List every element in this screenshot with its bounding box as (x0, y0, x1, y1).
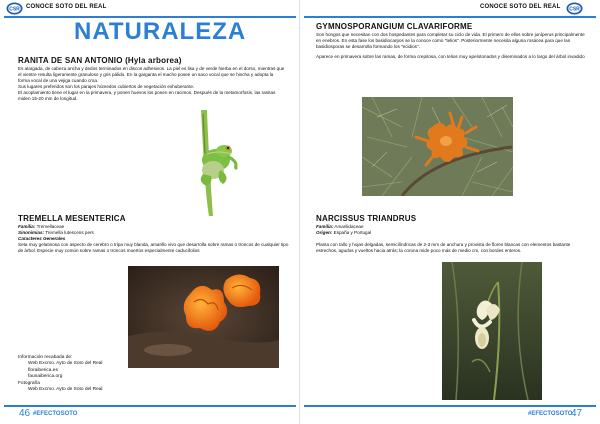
info-heading: Información recabada de: (18, 355, 73, 360)
hashtag: #EFECTOSOTO (33, 411, 78, 417)
info-source: floraiberica.es (28, 367, 58, 373)
gymnosporangium-photo (362, 97, 513, 196)
right-header (300, 0, 600, 16)
synonym-value: Tremella lutescens pers (45, 230, 94, 235)
tremella-photo (128, 266, 279, 368)
general-label: Caracteres Generales (18, 236, 66, 241)
info-credits (18, 355, 102, 393)
photo-source: Web Excmo. Ayto de Soto del Real (28, 387, 103, 393)
paragraph: Son hongos que necesitan con dos hospedantes para completar su ciclo de vida. El primero de ellos sobre juníperus principalmente en enebros. En esta fase los basidiocarpos se la conoce como "telios". Posteriormente necesita alguna rosácea para que las basidiosporas se desarrolla formando los "ecidios". (316, 32, 585, 49)
frog-photo (183, 110, 243, 216)
family-value: Amarilidaceae (334, 224, 364, 229)
info-source: Web Excmo. Ayto de Soto del Real (28, 361, 103, 367)
page-number: 46 (19, 408, 31, 419)
narcissus-photo (442, 262, 542, 400)
synonym-label: Sinonimias: (18, 230, 45, 235)
logo-icon (566, 2, 583, 15)
right-page (300, 0, 600, 424)
svg-text:CSR: CSR (569, 6, 580, 13)
section-body-gymnosporangium (316, 32, 588, 60)
header-title: CONOCE SOTO DEL REAL (26, 4, 107, 10)
paragraph: Sus lugares preferidos son los parajes húmedos cubiertos de vegetación exhuberante. (18, 84, 195, 89)
page-title: NATURALEZA (74, 18, 247, 45)
paragraph: Aparece en primavera sobre las ramas, de forma crepitosa, con telios muy apelotonados y diseminados a lo largo del árbol invadido (316, 54, 585, 59)
footer-rule (4, 405, 296, 407)
description: Planta con tallo y hojas delgadas, semicilíndricas de 2-3 mm de anchura y provista de flores blancas con elementos bastante estrechos, agudos y vueltos hacia atrás; la corona mide poco más de medio cm, con bordes enteros. (316, 242, 571, 253)
section-title-gymnosporangium: GYMNOSPORANGIUM CLAVARIFORME (316, 22, 473, 31)
hashtag: #EFECTOSOTO (528, 411, 573, 417)
info-source: faunaiberica.org (28, 374, 63, 380)
origin-label: Origen: (316, 230, 333, 235)
section-title-ranita: RANITA DE SAN ANTONIO (Hyla arborea) (18, 56, 182, 65)
photo-heading: Fotografía (18, 380, 40, 386)
section-body-ranita (18, 66, 286, 102)
svg-text:CSR: CSR (9, 6, 20, 13)
section-body-narcissus (316, 224, 588, 254)
left-header (0, 0, 300, 16)
header-title: CONOCE SOTO DEL REAL (480, 4, 561, 10)
page-number: 47 (571, 408, 583, 419)
section-title-tremella: TREMELLA MESENTERICA (18, 214, 126, 223)
paragraph: Es alargada, de cabeza ancha y dedos terminados en discos adhesivos. La piel es lisa y de verde hierba en el dorso, mientras que el vientre resulta ligeramente granuloso y gris pálido. En la garganta el macho posee un saco vocal que se hincha y adopta la forma vocal de una vejiga cuando croa. (18, 66, 285, 83)
header-rule (304, 16, 596, 18)
family-label: Familia: (18, 224, 36, 229)
footer-rule (304, 405, 596, 407)
origin-value: España y Portugal (333, 230, 372, 235)
family-label: Familia: (316, 224, 334, 229)
logo-icon (6, 2, 23, 15)
description: Seta muy gelatinosa con aspecto de cerebro o tripa muy blanda, amarillo vivo que desarrolla sobre ramas o troncos de cualquier tipo de árbol. Especie muy común sobre ramas o troncos muertos especialmente caducifolios (18, 242, 289, 253)
section-body-tremella (18, 224, 290, 254)
family-value: Tremellaceae (36, 224, 65, 229)
paragraph: El acoplamiento tiene el lugar en la primavera, y ponen huevos los ponen en racimos. Después de la metamorfosis, las ranitas miden 15-20 mm de longitud. (18, 90, 276, 101)
section-title-narcissus: NARCISSUS TRIANDRUS (316, 214, 417, 223)
